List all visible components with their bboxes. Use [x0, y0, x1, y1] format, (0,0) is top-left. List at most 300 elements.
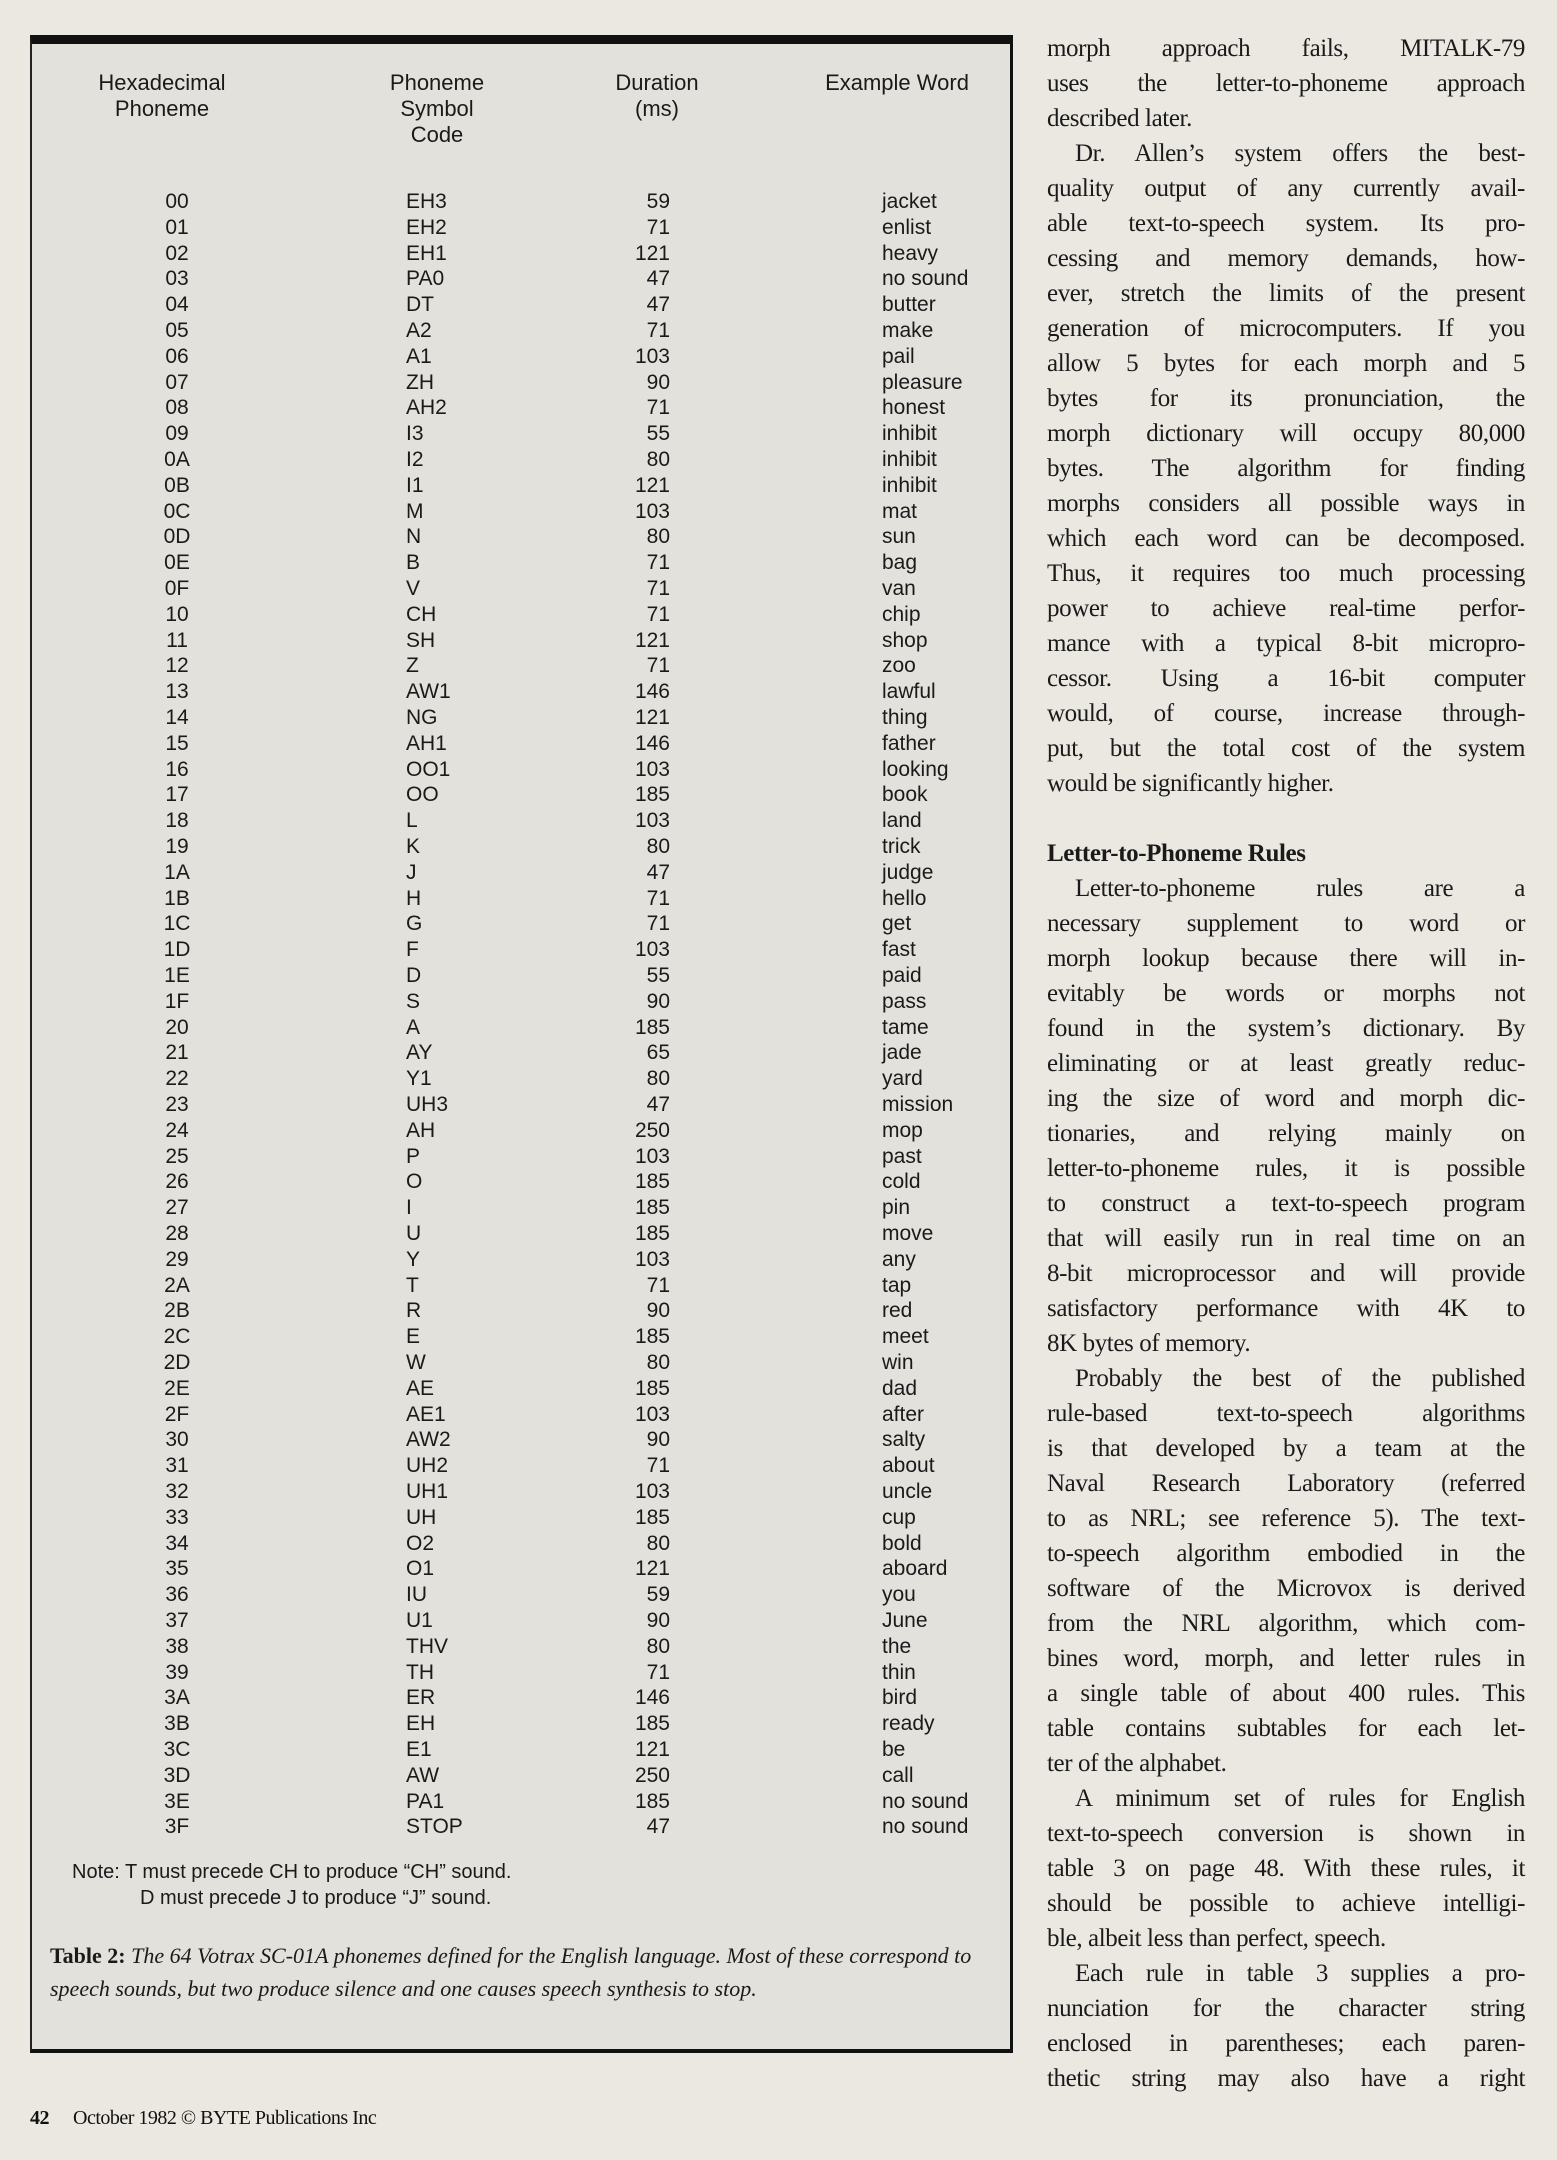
cell-sym: A2 — [406, 319, 432, 342]
cell-hex: 21 — [165, 1041, 189, 1065]
cell-dur: 59 — [646, 190, 670, 213]
cell-dur: 185 — [634, 1196, 670, 1220]
cell-ex: move — [882, 1222, 934, 1245]
cell-hex: 3B — [164, 1712, 190, 1736]
cell-hex: 2B — [164, 1299, 190, 1323]
cell-sym: EH — [406, 1712, 436, 1736]
cell-dur: 71 — [646, 551, 670, 575]
article-line: would be significantly higher. — [1047, 770, 1334, 797]
cell-hex: 04 — [165, 293, 189, 317]
cell-ex: the — [882, 1634, 912, 1658]
cell-ex: pail — [882, 344, 915, 368]
cell-dur: 71 — [646, 886, 670, 910]
cell-ex: thing — [882, 706, 928, 729]
cell-ex: judge — [882, 860, 934, 884]
article-line: found in the system’s dictionary. By — [1047, 1015, 1525, 1042]
table-row — [32, 1711, 1010, 1737]
cell-hex: 35 — [165, 1557, 189, 1581]
cell-hex: 1F — [164, 989, 190, 1013]
header-line: Code — [410, 122, 464, 147]
table-row — [32, 628, 1010, 654]
table-row — [32, 1298, 1010, 1324]
cell-hex: 11 — [166, 628, 188, 652]
cell-hex: 3C — [163, 1738, 191, 1761]
article-line: cessing and memory demands, how- — [1047, 245, 1525, 272]
cell-ex: mop — [882, 1118, 923, 1142]
cell-sym: NG — [406, 706, 438, 729]
table-row — [32, 1195, 1010, 1221]
cell-dur: 185 — [634, 1222, 670, 1245]
table-row — [32, 1453, 1010, 1479]
cell-ex: tame — [882, 1015, 929, 1039]
cell-dur: 146 — [634, 680, 670, 704]
cell-sym: AW — [406, 1763, 440, 1787]
cell-hex: 27 — [165, 1196, 189, 1220]
table-row — [32, 370, 1010, 396]
article-line: evitably be words or morphs not — [1047, 980, 1525, 1007]
cell-hex: 3D — [163, 1763, 191, 1787]
cell-ex: get — [882, 912, 912, 936]
cell-dur: 121 — [634, 706, 670, 729]
cell-hex: 33 — [165, 1505, 189, 1529]
cell-sym: EH3 — [406, 190, 447, 213]
article-line: rule-based text-to-speech algorithms — [1047, 1400, 1525, 1427]
article-line: morph approach fails, MITALK-79 — [1047, 35, 1525, 62]
cell-sym: AH — [406, 1118, 436, 1142]
header-line: Symbol — [400, 96, 474, 121]
cell-hex: 1A — [164, 860, 190, 884]
article-line: ter of the alphabet. — [1047, 1750, 1227, 1777]
cell-hex: 3F — [164, 1815, 190, 1839]
article-line: tionaries, and relying mainly on — [1047, 1120, 1525, 1147]
cell-dur: 47 — [646, 1093, 670, 1116]
header-example: Example Word — [825, 70, 969, 95]
cell-sym: M — [406, 499, 424, 523]
cell-sym: PA0 — [406, 267, 445, 291]
cell-hex: 36 — [165, 1583, 189, 1607]
article-line: that will easily run in real time on an — [1047, 1225, 1525, 1252]
cell-dur: 185 — [634, 1789, 670, 1813]
table-row — [32, 1221, 1010, 1247]
cell-sym: I — [406, 1196, 412, 1220]
cell-dur: 185 — [634, 1505, 670, 1529]
page-footer — [30, 2104, 376, 2132]
cell-ex: chip — [882, 602, 921, 626]
page-number: 42 — [30, 2107, 49, 2129]
cell-dur: 121 — [634, 1738, 670, 1761]
cell-sym: OO — [406, 783, 439, 807]
cell-hex: 0D — [163, 525, 191, 549]
table-row — [32, 1376, 1010, 1402]
cell-sym: AW2 — [406, 1428, 451, 1452]
cell-dur: 59 — [646, 1583, 670, 1607]
cell-ex: uncle — [882, 1480, 933, 1503]
article-line: bytes. The algorithm for finding — [1047, 455, 1525, 482]
cell-dur: 103 — [634, 938, 670, 962]
cell-ex: trick — [882, 835, 921, 858]
cell-dur: 103 — [634, 499, 670, 523]
cell-hex: 32 — [165, 1480, 189, 1503]
cell-ex: pass — [882, 989, 927, 1013]
cell-dur: 90 — [646, 1609, 670, 1632]
cell-hex: 05 — [165, 319, 189, 342]
cell-hex: 38 — [165, 1634, 189, 1658]
table-row — [32, 1814, 1010, 1840]
cell-sym: A1 — [406, 344, 432, 368]
article-line: ing the size of word and morph dic- — [1047, 1085, 1525, 1112]
cell-dur: 71 — [646, 654, 670, 678]
cell-dur: 121 — [634, 1557, 670, 1581]
cell-hex: 2A — [164, 1273, 190, 1297]
article-line: Letter-to-phoneme rules are a — [1075, 875, 1525, 902]
cell-sym: Y1 — [406, 1067, 432, 1091]
article-line: morph lookup because there will in- — [1047, 945, 1525, 972]
cell-dur: 185 — [634, 783, 670, 807]
table-row — [32, 1479, 1010, 1505]
phoneme-table — [30, 35, 1013, 2053]
cell-sym: ZH — [406, 370, 434, 394]
cell-sym: O — [406, 1170, 423, 1194]
cell-dur: 71 — [646, 215, 670, 239]
cell-ex: hello — [882, 886, 927, 910]
cell-dur: 185 — [634, 1376, 670, 1400]
cell-sym: AE1 — [406, 1402, 446, 1426]
table-row — [32, 1737, 1010, 1763]
cell-dur: 71 — [646, 1454, 670, 1478]
article-line: 8K bytes of memory. — [1047, 1330, 1251, 1357]
cell-dur: 90 — [646, 370, 670, 394]
cell-dur: 103 — [634, 344, 670, 368]
table-row — [32, 473, 1010, 499]
article-line: morphs considers all possible ways in — [1047, 490, 1525, 517]
cell-sym: E1 — [406, 1738, 432, 1761]
article-line: mance with a typical 8-bit micropro- — [1047, 630, 1525, 657]
cell-sym: F — [406, 938, 419, 962]
cell-dur: 185 — [634, 1712, 670, 1736]
cell-hex: 15 — [165, 731, 189, 755]
cell-sym: L — [406, 809, 418, 833]
cell-ex: bag — [882, 551, 918, 575]
article-line: letter-to-phoneme rules, it is possible — [1047, 1155, 1525, 1182]
table-row — [32, 1169, 1010, 1195]
cell-hex: 00 — [165, 190, 189, 213]
cell-dur: 146 — [634, 1686, 670, 1710]
article-line: allow 5 bytes for each morph and 5 — [1047, 350, 1525, 377]
header-line: Phoneme — [114, 96, 210, 121]
cell-ex: be — [882, 1738, 906, 1761]
cell-hex: 39 — [165, 1660, 189, 1684]
cell-hex: 0E — [164, 551, 190, 575]
table-row — [32, 1531, 1010, 1557]
cell-ex: you — [882, 1583, 916, 1607]
cell-ex: dad — [882, 1376, 918, 1400]
cell-sym: J — [406, 860, 417, 884]
cell-ex: about — [882, 1454, 935, 1478]
table-row — [32, 1505, 1010, 1531]
cell-ex: fast — [882, 938, 916, 962]
table-row — [32, 344, 1010, 370]
cell-sym: AY — [406, 1041, 433, 1065]
table-row — [32, 524, 1010, 550]
cell-hex: 1E — [164, 964, 190, 987]
cell-hex: 29 — [165, 1247, 189, 1271]
cell-hex: 2C — [163, 1325, 191, 1349]
cell-ex: butter — [882, 293, 936, 317]
cell-ex: meet — [882, 1325, 929, 1349]
cell-ex: heavy — [882, 241, 939, 265]
cell-ex: bird — [882, 1686, 918, 1710]
table-row — [32, 1402, 1010, 1428]
cell-ex: pin — [882, 1196, 911, 1220]
table-row — [32, 1763, 1010, 1789]
cell-dur: 250 — [634, 1763, 670, 1787]
cell-ex: paid — [882, 964, 922, 987]
cell-sym: UH3 — [406, 1093, 449, 1116]
table-row — [32, 266, 1010, 292]
cell-dur: 71 — [646, 602, 670, 626]
table-row — [32, 1066, 1010, 1092]
cell-hex: 3A — [164, 1686, 190, 1710]
table-row — [32, 550, 1010, 576]
cell-hex: 19 — [165, 835, 189, 858]
cell-ex: cup — [882, 1505, 916, 1529]
table-row — [32, 1608, 1010, 1634]
article-line: described later. — [1047, 105, 1192, 132]
article-line — [1047, 801, 1525, 836]
cell-hex: 1D — [163, 938, 191, 962]
cell-dur: 80 — [646, 525, 670, 549]
header-line: Hexadecimal — [98, 70, 226, 95]
article-line: text-to-speech conversion is shown in — [1047, 1820, 1525, 1847]
article-line: thetic string may also have a right — [1047, 2065, 1525, 2092]
cell-hex: 01 — [165, 215, 189, 239]
table-row — [32, 653, 1010, 679]
cell-ex: win — [882, 1351, 914, 1374]
cell-ex: book — [882, 783, 928, 807]
cell-dur: 103 — [634, 1144, 670, 1168]
cell-sym: DT — [406, 293, 434, 317]
cell-ex: van — [882, 577, 916, 600]
cell-hex: 3E — [164, 1789, 190, 1813]
cell-hex: 18 — [165, 809, 189, 833]
article-line: eliminating or at least greatly reduc- — [1047, 1050, 1525, 1077]
table-row — [32, 189, 1010, 215]
article-line: should be possible to achieve intelligi- — [1047, 1890, 1525, 1917]
cell-hex: 12 — [165, 654, 189, 678]
table-row — [32, 1789, 1010, 1815]
cell-dur: 103 — [634, 1402, 670, 1426]
cell-dur: 47 — [646, 293, 670, 317]
cell-dur: 103 — [634, 1247, 670, 1271]
table-row — [32, 1582, 1010, 1608]
cell-dur: 121 — [634, 473, 670, 497]
table-row — [32, 1247, 1010, 1273]
cell-dur: 103 — [634, 809, 670, 833]
cell-dur: 55 — [646, 422, 670, 446]
article-line: able text-to-speech system. Its pro- — [1047, 210, 1525, 237]
table-row — [32, 808, 1010, 834]
cell-ex: mat — [882, 499, 918, 523]
cell-sym: AE — [406, 1376, 435, 1400]
cell-sym: UH1 — [406, 1480, 449, 1503]
cell-ex: tap — [882, 1273, 912, 1297]
table-row — [32, 886, 1010, 912]
table-row — [32, 1015, 1010, 1041]
cell-sym: IU — [406, 1583, 427, 1607]
cell-hex: 0B — [164, 473, 190, 497]
cell-sym: CH — [406, 602, 437, 626]
table-row — [32, 1660, 1010, 1686]
cell-ex: aboard — [882, 1557, 948, 1581]
table-row — [32, 705, 1010, 731]
cell-dur: 185 — [634, 1325, 670, 1349]
cell-dur: 103 — [634, 757, 670, 781]
cell-hex: 37 — [165, 1609, 189, 1632]
table-row — [32, 834, 1010, 860]
table-row — [32, 395, 1010, 421]
cell-dur: 80 — [646, 1634, 670, 1658]
cell-hex: 26 — [165, 1170, 189, 1194]
cell-dur: 71 — [646, 1273, 670, 1297]
cell-ex: past — [882, 1144, 922, 1168]
cell-sym: W — [406, 1351, 426, 1374]
cell-ex: any — [882, 1247, 916, 1271]
cell-ex: bold — [882, 1531, 922, 1555]
cell-hex: 03 — [165, 267, 189, 291]
table-row — [32, 421, 1010, 447]
cell-hex: 16 — [165, 757, 189, 781]
cell-hex: 1C — [163, 912, 191, 936]
cell-dur: 121 — [634, 628, 670, 652]
cell-ex: land — [882, 809, 922, 833]
cell-hex: 30 — [165, 1428, 189, 1452]
cell-dur: 55 — [646, 964, 670, 987]
article-line: nunciation for the character string — [1047, 1995, 1525, 2022]
table-row — [32, 937, 1010, 963]
cell-dur: 185 — [634, 1015, 670, 1039]
cell-ex: honest — [882, 396, 946, 420]
cell-sym: AH1 — [406, 731, 447, 755]
article-line: Thus, it requires too much processing — [1047, 560, 1525, 587]
cell-sym: TH — [406, 1660, 434, 1684]
article-line: satisfactory performance with 4K to — [1047, 1295, 1525, 1322]
table-row — [32, 576, 1010, 602]
article-line: to as NRL; see reference 5). The text- — [1047, 1505, 1525, 1532]
article-line: bines word, morph, and letter rules in — [1047, 1645, 1525, 1672]
note-line: D must precede J to produce “J” sound. — [140, 1887, 492, 1909]
article-line: to-speech algorithm embodied in the — [1047, 1540, 1525, 1567]
cell-sym: I1 — [406, 473, 424, 497]
header-line: Duration — [615, 70, 699, 95]
table-row — [32, 1634, 1010, 1660]
cell-ex: jade — [882, 1041, 922, 1065]
cell-dur: 121 — [634, 241, 670, 265]
header-symbol — [362, 70, 512, 148]
table-row — [32, 1118, 1010, 1144]
cell-hex: 24 — [165, 1118, 189, 1142]
cell-dur: 90 — [646, 1428, 670, 1452]
cell-sym: UH — [406, 1505, 437, 1529]
cell-sym: N — [406, 525, 422, 549]
article-line: ever, stretch the limits of the present — [1047, 280, 1525, 307]
caption-label: Table 2: — [50, 1943, 126, 1968]
article-column — [1047, 31, 1525, 2096]
table-row — [32, 241, 1010, 267]
cell-ex: shop — [882, 628, 928, 652]
table-row — [32, 963, 1010, 989]
cell-ex: red — [882, 1299, 913, 1323]
table-row — [32, 1144, 1010, 1170]
cell-sym: OO1 — [406, 757, 451, 781]
cell-dur: 185 — [634, 1170, 670, 1194]
article-line: ble, albeit less than perfect, speech. — [1047, 1925, 1386, 1952]
cell-ex: looking — [882, 757, 949, 781]
cell-sym: PA1 — [406, 1789, 445, 1813]
cell-sym: T — [406, 1273, 419, 1297]
table-row — [32, 215, 1010, 241]
cell-ex: salty — [882, 1428, 926, 1452]
header-hex — [82, 70, 242, 122]
cell-hex: 1B — [164, 886, 190, 910]
cell-dur: 71 — [646, 577, 670, 600]
article-line: enclosed in parentheses; each paren- — [1047, 2030, 1525, 2057]
cell-sym: O1 — [406, 1557, 435, 1581]
cell-hex: 06 — [165, 344, 189, 368]
caption-text: The 64 Votrax SC-01A phonemes defined for the English language. Most of these correspond to speech sounds, but two produce silence and one causes speech synthesis to stop. — [50, 1943, 972, 2001]
article-line: Dr. Allen’s system offers the best- — [1075, 140, 1525, 167]
article-line: power to achieve real-time perfor- — [1047, 595, 1525, 622]
table-row — [32, 1427, 1010, 1453]
article-line: table 3 on page 48. With these rules, it — [1047, 1855, 1525, 1882]
cell-ex: no sound — [882, 1815, 969, 1839]
cell-hex: 02 — [165, 241, 189, 265]
header-line: (ms) — [635, 96, 679, 121]
cell-sym: Z — [406, 654, 419, 678]
table-row — [32, 679, 1010, 705]
table-row — [32, 782, 1010, 808]
cell-hex: 34 — [165, 1531, 189, 1555]
article-line: put, but the total cost of the system — [1047, 735, 1525, 762]
table-row — [32, 1040, 1010, 1066]
cell-hex: 2E — [164, 1376, 190, 1400]
cell-hex: 10 — [165, 602, 189, 626]
cell-hex: 13 — [165, 680, 189, 704]
cell-sym: AH2 — [406, 396, 447, 420]
cell-dur: 90 — [646, 989, 670, 1013]
article-line: a single table of about 400 rules. This — [1047, 1680, 1525, 1707]
cell-ex: no sound — [882, 1789, 969, 1813]
cell-sym: EH2 — [406, 215, 447, 239]
cell-ex: June — [882, 1609, 928, 1632]
cell-sym: O2 — [406, 1531, 435, 1555]
cell-sym: B — [406, 551, 421, 575]
cell-sym: S — [406, 989, 421, 1013]
cell-sym: D — [406, 964, 422, 987]
table-row — [32, 499, 1010, 525]
table-row — [32, 989, 1010, 1015]
table-row — [32, 1685, 1010, 1711]
cell-sym: G — [406, 912, 423, 936]
article-line: table contains subtables for each let- — [1047, 1715, 1525, 1742]
cell-ex: inhibit — [882, 448, 937, 471]
cell-dur: 71 — [646, 912, 670, 936]
cell-dur: 71 — [646, 396, 670, 420]
cell-sym: EH1 — [406, 241, 447, 265]
cell-dur: 146 — [634, 731, 670, 755]
cell-hex: 17 — [165, 783, 189, 807]
article-line: which each word can be decomposed. — [1047, 525, 1525, 552]
cell-hex: 20 — [165, 1015, 189, 1039]
